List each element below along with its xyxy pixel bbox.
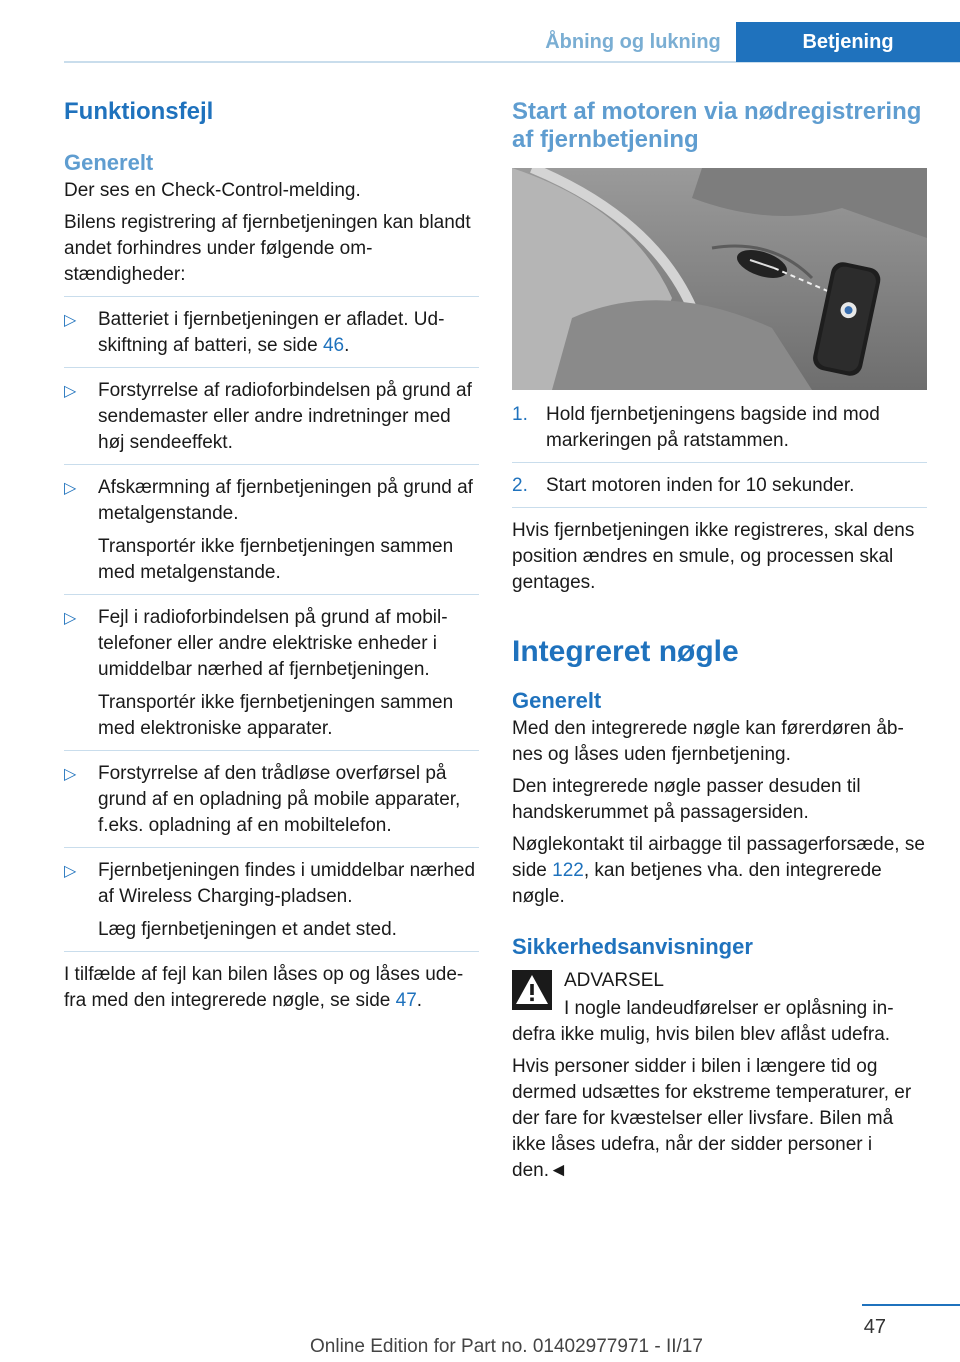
step-number: 2. xyxy=(512,475,528,496)
separator xyxy=(64,594,479,595)
list-item-text: Batteriet i fjernbetjeningen er afladet. Udskiftning af batteri, se side xyxy=(98,309,445,356)
list-item-note: Læg fjernbetjeningen et andet sted. xyxy=(98,919,397,940)
step-text: Start motoren inden for 10 sekunder. xyxy=(546,475,855,496)
separator xyxy=(64,464,479,465)
section-title-integrated-key: Integreret nøgle xyxy=(512,635,739,668)
page-number: 47 xyxy=(863,1316,886,1338)
list-item-note: Transportér ikke fjernbetjeningen sammen med metalgenstande. xyxy=(98,536,454,583)
triangle-bullet-icon: ▷ xyxy=(64,312,77,329)
section-title-emergency-start: Start af motoren via nødregistrering af fjernbetjening xyxy=(512,98,922,153)
list-item-text: Fejl i radioforbindelsen på grund af mobiltelefoner eller andre elektriske enheder i umiddelbar nærhed af fjernbetjeningen. xyxy=(98,607,448,680)
steering-column-key-photo xyxy=(512,168,927,390)
list-item xyxy=(64,761,479,839)
list-item-text: Forstyrrelse af radioforbindelsen på grund af sendemaster eller andre indretninger med høj sendeeffekt. xyxy=(98,380,472,453)
paragraph-not-registered: Hvis fjernbetjeningen ikke registreres, skal dens position ændres en smule, og processen skal gentages. xyxy=(512,520,915,593)
subtitle-safety: Sikkerhedsanvisninger xyxy=(512,934,753,959)
list-item xyxy=(64,307,479,359)
paragraph-check-control: Der ses en Check-Control-melding. xyxy=(64,180,361,201)
paragraph-key-door: Med den integrerede nøgle kan førerdøren åbnes og låses uden fjernbetjening. xyxy=(512,718,904,765)
tab-operation[interactable]: Betjening xyxy=(736,22,960,62)
triangle-bullet-icon: ▷ xyxy=(64,383,77,400)
airbag-text: Nøglekontakt til airbagge til passagerforsæde, se side xyxy=(512,834,925,881)
paragraph-key-airbag xyxy=(512,832,927,910)
triangle-bullet-icon: ▷ xyxy=(64,480,77,497)
footer-rule xyxy=(862,1304,960,1306)
list-item xyxy=(512,473,927,499)
page-link-122[interactable]: 122 xyxy=(552,860,584,881)
airbag-text-end: , kan betjenes vha. den integrerede nøgle. xyxy=(512,860,882,907)
separator xyxy=(64,951,479,952)
list-item-text: Afskærmning af fjernbetjeningen på grund af metalgenstande. xyxy=(98,477,473,524)
list-item xyxy=(512,402,927,454)
step-number: 1. xyxy=(512,404,528,425)
closing-text: I tilfælde af fejl kan bilen låses op og låses udefra med den integrerede nøgle, se side xyxy=(64,964,464,1011)
triangle-bullet-icon: ▷ xyxy=(64,766,77,783)
subtitle-general: Generelt xyxy=(64,150,154,175)
warning-paragraph: Hvis personer sidder i bilen i længere tid og dermed udsættes for ekstreme temperaturer, er der fare for kvæstelser eller livsfare. Bilen må ikke låses udefra, når der sidder personer i den.◄ xyxy=(512,1056,912,1181)
step-text: Hold fjernbetjeningens bagside ind mod markeringen på ratstammen. xyxy=(546,404,880,451)
warning-triangle-icon xyxy=(512,970,552,1010)
paragraph-key-glovebox: Den integrerede nøgle passer desuden til handskerummet på passagersiden. xyxy=(512,776,861,823)
paragraph-circumstances: Bilens registrering af fjernbetjeningen kan blandt andet forhindres under følgende omstændigheder: xyxy=(64,212,471,285)
warning-label: ADVARSEL xyxy=(564,970,664,991)
page-link-46[interactable]: 46 xyxy=(322,335,345,356)
paragraph-closing xyxy=(64,962,479,1014)
list-item xyxy=(64,378,479,456)
left-column xyxy=(64,98,479,1020)
subtitle-general-key: Generelt xyxy=(512,688,602,713)
list-item-note: Transportér ikke fjernbetjeningen sammen med elektroniske apparater. xyxy=(98,692,454,739)
separator xyxy=(512,462,927,463)
edition-footer: Online Edition for Part no. 01402977971 - II/17 xyxy=(310,1336,703,1357)
list-item xyxy=(64,475,479,586)
separator xyxy=(64,296,479,297)
separator xyxy=(64,750,479,751)
separator xyxy=(64,367,479,368)
page-link-47[interactable]: 47 xyxy=(395,990,417,1011)
warning-block xyxy=(512,968,927,1014)
triangle-bullet-icon: ▷ xyxy=(64,863,77,880)
list-item-text: Forstyrrelse af den trådløse overførsel på grund af en opladning på mobile apparater, f.eks. opladning af en mobiltelefon. xyxy=(98,763,461,836)
warning-text: I nogle landeudførelser er oplåsning indefra ikke mulig, hvis bilen blev aflåst udefra. xyxy=(512,998,894,1045)
right-column xyxy=(512,98,927,1190)
closing-text-end: . xyxy=(416,990,423,1011)
section-title-malfunction: Funktionsfejl xyxy=(64,98,214,125)
list-item xyxy=(64,605,479,742)
triangle-bullet-icon: ▷ xyxy=(64,610,77,627)
tab-opening-closing[interactable]: Åbning og lukning xyxy=(545,30,721,53)
list-item-text: Fjernbetjeningen findes i umiddelbar nærhed af Wireless Charging-pladsen. xyxy=(98,860,476,907)
list-item-text-end: . xyxy=(344,335,350,356)
list-item xyxy=(64,858,479,943)
separator xyxy=(64,847,479,848)
separator xyxy=(512,507,927,508)
